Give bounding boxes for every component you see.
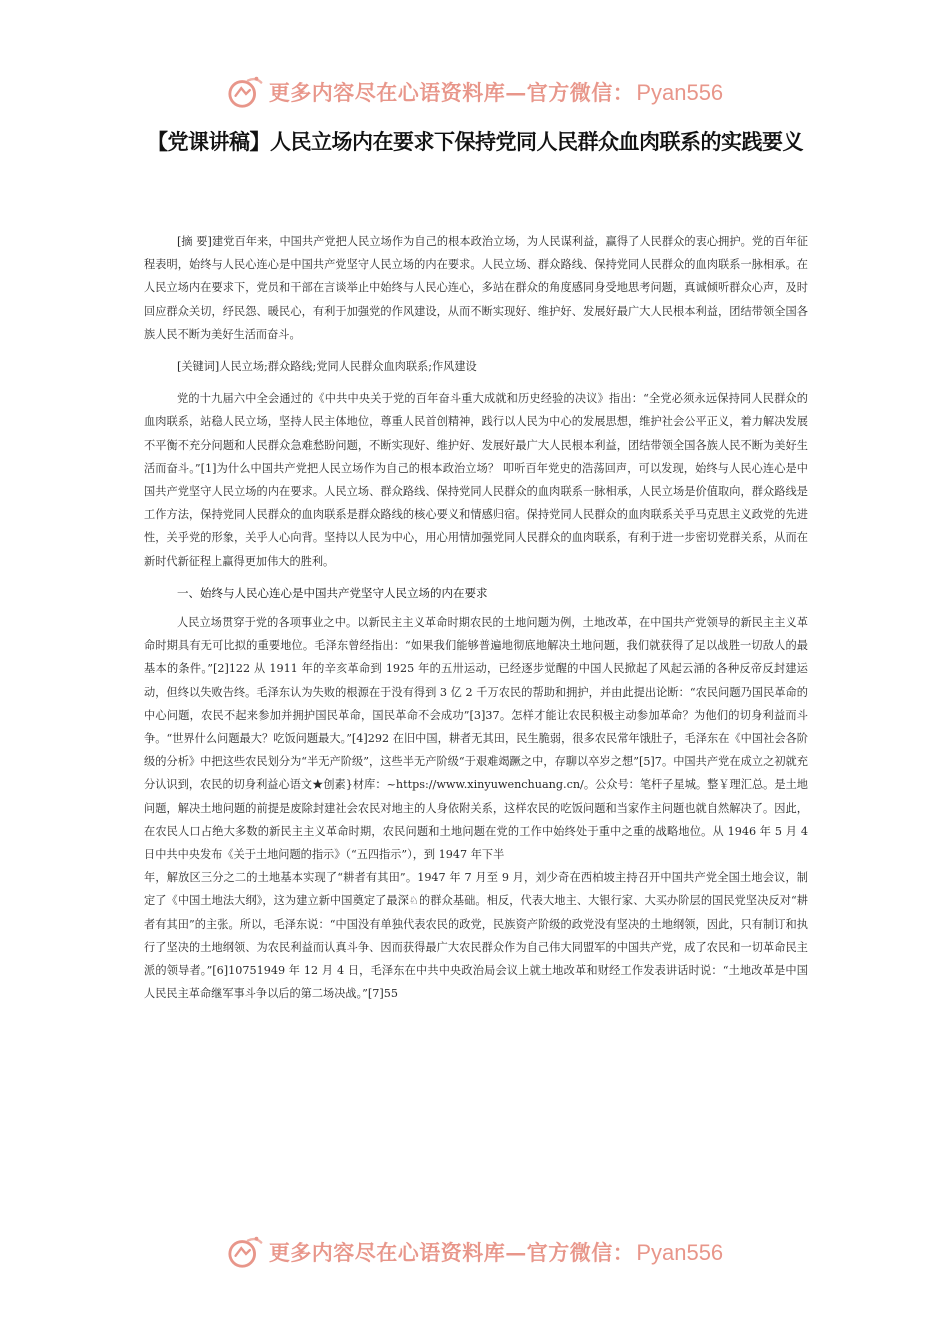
- brand-logo-icon: [227, 73, 265, 111]
- document-title: 【党课讲稿】人民立场内在要求下保持党同人民群众血肉联系的实践要义: [147, 130, 803, 154]
- watermark-account-id: Pyan556: [636, 1240, 724, 1265]
- brand-logo-icon: [227, 1233, 265, 1271]
- watermark-banner-bottom: [0, 1230, 950, 1274]
- section-paragraph: 人民立场贯穿于党的各项事业之中。以新民主主义革命时期农民的土地问题为例，土地改革，在中国共产党领导的新民主主义革命时期具有无可比拟的重要地位。毛泽东曾经指出：“如果我们能够普遍地彻底地解决土地问题，我们就获得了足以战胜一切敌人的最基本的条件。”[2]122 从 1911 年的辛亥革命到 1925 年的五卅运动，已经逐步觉醒的中国人民掀起了风起云涌的各种反帝反封建运动，但终以失败告终。毛泽东认为失败的根源在于没有得到 3 亿 2 千万农民的帮助和拥护，并由此提出论断：“农民问题乃国民革命的中心问题，农民不起来参加并拥护国民革命，国民革命不会成功”[3]37。怎样才能让农民积极主动参加革命？为他们的切身利益而斗争。“世界什么问题最大？吃饭问题最大。”[4]292 在旧中国，耕者无其田，民生脆弱，很多农民常年饿肚子，毛泽东在《中国社会各阶级的分析》中把这些农民划分为“半无产阶级”，这些半无产阶级“于艰难竭蹶之中，存聊以卒岁之想”[5]7。中国共产党在成立之初就充分认识到，农民的切身利益心语文★创素}材库：~https://www.xinyuwenchuang.cn/。公众号：笔杆子星城。整￥理汇总。是土地问题，解决土地问题的前提是废除封建社会农民对地主的人身依附关系，这样农民的吃饭问题和当家作主问题也就自然解决了。因此，在农民人口占绝大多数的新民主主义革命时期，农民问题和土地问题在党的工作中始终处于重中之重的战略地位。从 1946 年 5 月 4 日中共中央发布《关于土地问题的指示》（“五四指示”），到 1947 年下半: [144, 616, 808, 862]
- watermark-lead-text: 更多内容尽在心语资料库—官方微信：: [268, 1240, 635, 1265]
- section-heading: 一、始终与人民心连心是中国共产党坚守人民立场的内在要求: [177, 585, 488, 600]
- watermark-text: [269, 1237, 723, 1267]
- watermark-account-id: Pyan556: [636, 80, 724, 105]
- watermark-lead-text: 更多内容尽在心语资料库—官方微信：: [268, 80, 635, 105]
- document-body: [144, 230, 808, 1006]
- abstract-paragraph: [摘 要]建党百年来，中国共产党把人民立场作为自己的根本政治立场，为人民谋利益，赢得了人民群众的衷心拥护。党的百年征程表明，始终与人民心连心是中国共产党坚守人民立场的内在要求。人民立场、群众路线、保持党同人民群众的血肉联系一脉相承。在人民立场内在要求下，党员和干部在言谈举止中始终与人民心连心，多站在群众的角度感同身受地思考问题，真诚倾听群众心声，及时回应群众关切，纾民怨、暖民心，有利于加强党的作风建设，从而不断实现好、维护好、发展好最广大人民根本利益，团结带领全国各族人民不断为美好生活而奋斗。: [144, 235, 808, 341]
- intro-paragraph: 党的十九届六中全会通过的《中共中央关于党的百年奋斗重大成就和历史经验的决议》指出：“全党必须永远保持同人民群众的血肉联系，站稳人民立场，坚持人民主体地位，尊重人民首创精神，践行以人民为中心的发展思想，维护社会公平正义，着力解决发展不平衡不充分问题和人民群众急难愁盼问题，不断实现好、维护好、发展好最广大人民根本利益，团结带领全国各族人民不断为美好生活而奋斗。”[1]为什么中国共产党把人民立场作为自己的根本政治立场？ 叩听百年党史的浩荡回声，可以发现，始终与人民心连心是中国共产党坚守人民立场的内在要求。人民立场、群众路线、保持党同人民群众的血肉联系一脉相承，人民立场是价值取向，群众路线是工作方法，保持党同人民群众的血肉联系是群众路线的核心要义和情感归宿。保持党同人民群众的血肉联系关乎马克思主义政党的先进性，关乎党的形象，关乎人心向背。坚持以人民为中心，用心用情加强党同人民群众的血肉联系，有利于进一步密切党群关系，从而在新时代新征程上赢得更加伟大的胜利。: [144, 392, 808, 568]
- section-paragraph-continued: 年，解放区三分之二的土地基本实现了“耕者有其田”。1947 年 7 月至 9 月，刘少奇在西柏坡主持召开中国共产党全国土地会议，制定了《中国土地法大纲》，这为建立新中国奠定了最深♘的群众基础。相反，代表大地主、大银行家、大买办阶层的国民党坚决反对“耕者有其田”的主张。所以，毛泽东说：“中国没有单独代表农民的政党，民族资产阶级的政党没有坚决的土地纲领，因此，只有制订和执行了坚决的土地纲领、为农民利益而认真斗争、因而获得最广大农民群众作为自己伟大同盟军的中国共产党，成了农民和一切革命民主派的领导者。”[6]10751949 年 12 月 4 日，毛泽东在中共中央政治局会议上就土地改革和财经工作发表讲话时说：“土地改革是中国人民民主革命继军事斗争以后的第二场决战。”[7]55: [144, 871, 808, 1001]
- watermark-banner-top: [0, 70, 950, 114]
- keywords-paragraph: [关键词]人民立场;群众路线;党同人民群众血肉联系;作风建设: [177, 360, 477, 374]
- watermark-text: [269, 77, 723, 107]
